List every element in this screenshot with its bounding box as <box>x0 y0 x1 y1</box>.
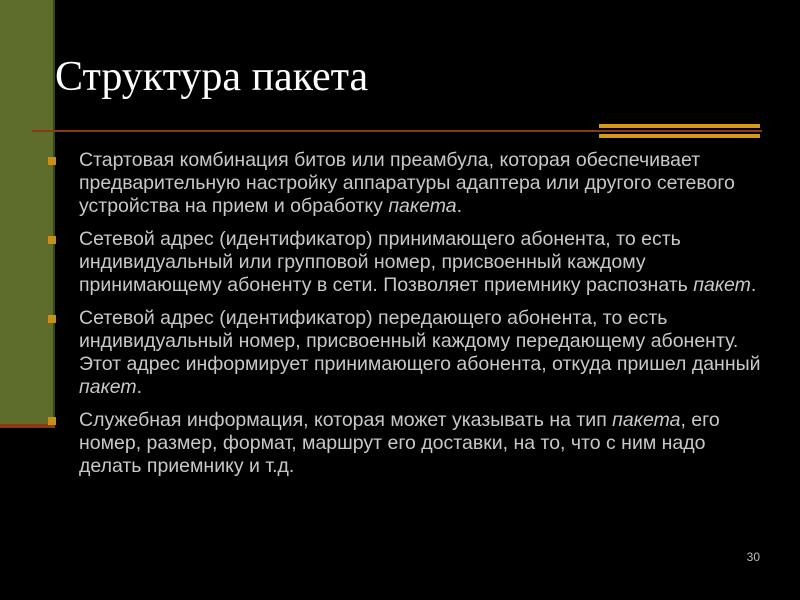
bullet-item <box>48 149 768 218</box>
bullet-text-part: Стартовая комбинация битов или преамбула, которая обеспечивает предварительную настройку аппаратуры адаптера или другого сетевого устройства на прием и обработку <box>79 149 735 217</box>
bullet-emphasis: пакета <box>388 195 457 217</box>
bullet-text-part: Служебная информация, которая может указывать на тип <box>79 409 613 431</box>
bullet-text-part: , его номер, размер, формат, маршрут его доставки, на то, что с ним надо делать приемнику и т.д. <box>79 409 720 477</box>
bullet-item <box>48 228 768 297</box>
square-bullet-icon <box>48 157 56 165</box>
bullet-item <box>48 409 768 478</box>
side-accent-bar-bottom <box>0 424 55 428</box>
bullet-text <box>79 228 756 296</box>
bullet-text <box>79 149 735 217</box>
title-underline <box>32 130 762 132</box>
gold-accent-bar-bottom <box>599 134 760 138</box>
bullet-item <box>48 307 768 399</box>
bullet-text-part: Сетевой адрес (идентификатор) принимающего абонента, то есть индивидуальный или групповой номер, присвоенный каждому принимающему абоненту в сети. Позволяет приемнику распознать <box>79 228 694 296</box>
bullet-text <box>79 307 761 398</box>
page-number: 30 <box>746 550 760 564</box>
bullet-text-part: Сетевой адрес (идентификатор) передающего абонента, то есть индивидуальный номер, присвоенный каждому передающему абоненту. Этот адрес информирует принимающего абонента, откуда пришел данный <box>79 307 761 375</box>
bullet-text-part: . <box>456 195 463 217</box>
bullet-text-part: . <box>750 274 757 296</box>
slide-title: Структура пакета <box>55 54 369 100</box>
side-accent-bar <box>0 0 53 428</box>
bullet-list <box>48 149 768 488</box>
bullet-emphasis: пакета <box>612 409 681 431</box>
square-bullet-icon <box>48 417 56 425</box>
bullet-emphasis: пакет <box>693 274 751 296</box>
bullet-text-part: . <box>136 376 143 398</box>
square-bullet-icon <box>48 236 56 244</box>
square-bullet-icon <box>48 315 56 323</box>
gold-accent-bar-top <box>599 124 760 128</box>
bullet-emphasis: пакет <box>79 376 137 398</box>
bullet-text <box>79 409 720 477</box>
